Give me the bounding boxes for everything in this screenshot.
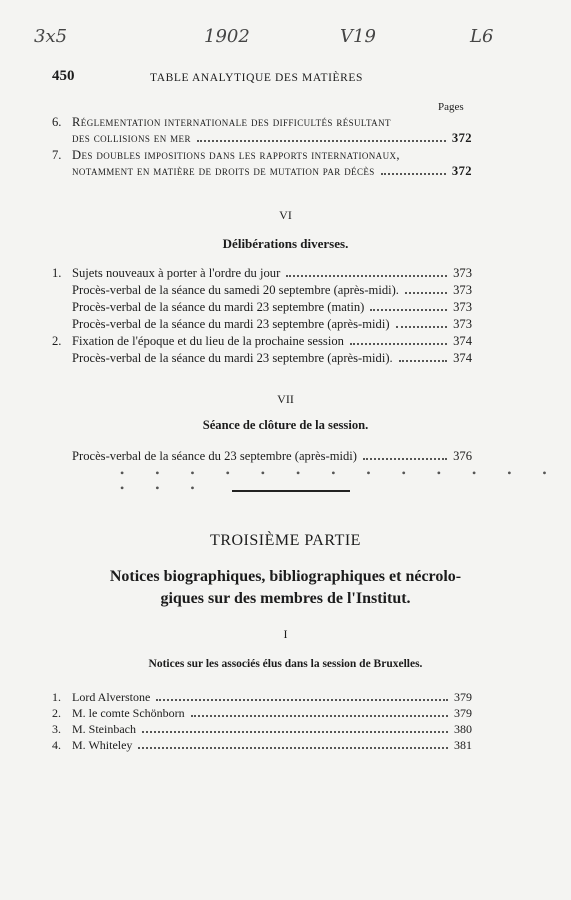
- entry-page: 372: [451, 164, 472, 178]
- entry-text: Procès-verbal de la séance du mardi 23 septembre (après-midi).: [72, 351, 393, 365]
- entry-text: Procès-verbal de la séance du samedi 20 septembre (après-midi).: [72, 283, 399, 297]
- toc-entry: [52, 690, 472, 705]
- entry-text: notamment en matière de droits de mutation par décès: [72, 164, 375, 178]
- entry-text: Fixation de l'époque et du lieu de la prochaine session: [72, 334, 344, 348]
- entry-number: 4.: [52, 738, 61, 752]
- toc-entry: [52, 266, 472, 281]
- entry-text: Réglementation internationale des difficultés résultant: [72, 115, 391, 129]
- toc-entry: [52, 334, 472, 349]
- entry-page: 373: [453, 266, 472, 280]
- entry-page: 372: [451, 131, 472, 145]
- entry-line: [72, 164, 472, 179]
- section-divider: [232, 490, 350, 492]
- entry-line: [72, 131, 472, 146]
- section-numeral: VII: [277, 392, 294, 406]
- toc-entry: [72, 351, 472, 366]
- dot-leader: [156, 699, 448, 701]
- decorative-dots: • • • • • • • • • • • • • • • •: [120, 466, 561, 495]
- dot-leader: [142, 731, 448, 733]
- entry-number: 3.: [52, 722, 61, 736]
- entry-text: Procès-verbal de la séance du mardi 23 septembre (matin): [72, 300, 365, 314]
- dot-leader: [197, 140, 446, 142]
- toc-entry: [52, 706, 472, 721]
- toc-entry: [72, 300, 472, 315]
- handwritten-note-3: V19: [340, 26, 376, 47]
- entry-text: M. Steinbach: [72, 722, 136, 736]
- entry-text: Des doubles impositions dans les rapports internationaux,: [72, 148, 400, 162]
- section-title: Délibérations diverses.: [222, 236, 349, 251]
- entry-page: 373: [453, 283, 472, 297]
- entry-text: Sujets nouveaux à porter à l'ordre du jour: [72, 266, 281, 280]
- section-heading: Notices sur les associés élus dans la session de Bruxelles.: [148, 658, 423, 670]
- dot-leader: [381, 173, 446, 175]
- entry-text: Lord Alverstone: [72, 690, 151, 704]
- running-title: TABLE ANALYTIQUE DES MATIÈRES: [150, 72, 364, 84]
- entry-page: 379: [454, 690, 472, 704]
- entry-text: M. Whiteley: [72, 738, 133, 752]
- dot-leader: [138, 747, 448, 749]
- section-title: Séance de clôture de la session.: [202, 418, 369, 432]
- part-subtitle-line2: giques sur des membres de l'Institut.: [160, 590, 411, 607]
- entry-number: 2.: [52, 334, 62, 348]
- dot-leader: [399, 360, 447, 362]
- section-numeral: VI: [279, 208, 292, 222]
- entry-text: M. le comte Schönborn: [72, 706, 185, 720]
- dot-leader: [396, 326, 448, 328]
- entry-page: 373: [453, 317, 472, 331]
- pages-label: Pages: [438, 101, 464, 113]
- toc-entry: [72, 283, 472, 298]
- dot-leader: [191, 715, 448, 717]
- toc-entry: [52, 722, 472, 737]
- handwritten-note-4: L6: [470, 26, 494, 47]
- entry-page: 374: [453, 351, 472, 365]
- dot-leader: [405, 292, 447, 294]
- entry-number: 2.: [52, 706, 61, 720]
- toc-entry: [72, 317, 472, 332]
- entry-text: Procès-verbal de la séance du 23 septembre (après-midi): [72, 449, 357, 463]
- entry-page: 376: [453, 449, 472, 463]
- toc-entry: [52, 738, 472, 753]
- handwritten-note-2: 1902: [204, 26, 250, 47]
- section-numeral: I: [283, 627, 288, 641]
- handwritten-note-1: 3x5: [34, 26, 68, 47]
- entry-page: 381: [454, 738, 472, 752]
- entry-page: 380: [454, 722, 472, 736]
- dot-leader: [363, 458, 447, 460]
- entry-text: des collisions en mer: [72, 131, 191, 145]
- dot-leader: [370, 309, 447, 311]
- dot-leader: [286, 275, 447, 277]
- toc-entry: [72, 449, 472, 464]
- entry-number: 1.: [52, 690, 61, 704]
- part-title: TROISIÈME PARTIE: [210, 532, 361, 549]
- entry-page: 374: [453, 334, 472, 348]
- entry-number: 1.: [52, 266, 62, 280]
- entry-text: Procès-verbal de la séance du mardi 23 septembre (après-midi): [72, 317, 390, 331]
- entry-page: 373: [453, 300, 472, 314]
- entry-number: 7.: [52, 148, 62, 162]
- entry-page: 379: [454, 706, 472, 720]
- page-number: 450: [52, 68, 75, 84]
- entry-number: 6.: [52, 115, 62, 129]
- part-subtitle-line1: Notices biographiques, bibliographiques et nécrolo-: [109, 568, 462, 585]
- dot-leader: [350, 343, 447, 345]
